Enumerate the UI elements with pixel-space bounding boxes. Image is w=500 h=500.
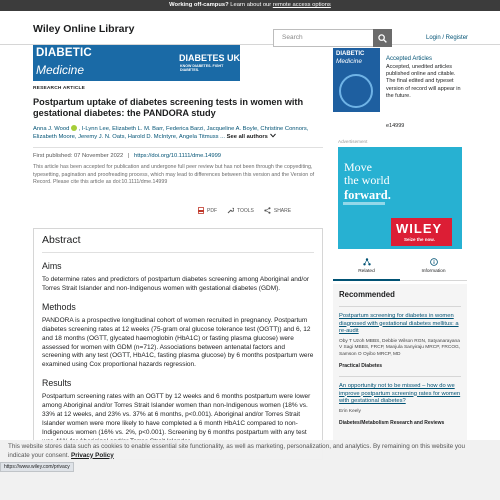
share-button[interactable] — [264, 207, 291, 214]
doi-link[interactable]: https://doi.org/10.1111/dme.14999 — [134, 153, 222, 159]
cookie-banner — [0, 440, 500, 500]
methods-text: PANDORA is a prospective longitudinal cohort of women recruited in pregnancy. Postpartum diabetes screening rates at 12 weeks (75-gram oral glucose tolerance test (OGTT)) and 6, 12 and 18 months (OGTT, glycated haemoglobin (HbA1C) or fasting plasma glucose) were assessed for women with GDM (n=712). Associations between antenatal factors and screening with any test (OGTT, HbA1C, fasting plasma glucose) by 6 months postpartum were examined using Cox proportional hazards regression. — [42, 316, 314, 369]
site-header — [0, 11, 500, 45]
wrench-icon — [227, 207, 234, 214]
pdf-icon — [198, 207, 204, 214]
orcid-icon[interactable] — [71, 125, 77, 131]
tab-related[interactable] — [333, 258, 400, 281]
advert-the-world: the world — [344, 173, 390, 187]
recommended-article-link[interactable]: An opportunity not to be missed – how do we improve postpartum screening rates for women with gestational diabetes? — [339, 383, 461, 404]
journal-banner[interactable] — [33, 45, 240, 81]
off-campus-label: Working off-campus? — [169, 2, 229, 8]
article-number: e14999 — [386, 123, 405, 129]
first-published-date: 07 November 2022 — [73, 153, 124, 159]
advert-move: Move — [344, 160, 372, 174]
see-all-authors-button[interactable]: See all authors — [226, 134, 268, 140]
recommended-article-link[interactable]: Postpartum screening for diabetes in women diagnosed with gestational diabetes mellitus: a re-audit — [339, 313, 459, 334]
results-text: Postpartum screening rates with an OGTT by 12 weeks and 6 months postpartum were lower among Aboriginal and/or Torres Strait Islander women than non-Indigenous women (18% vs. 33% at 12 weeks, and 23% vs. 37% at 6 months, p<0.001). Aboriginal and/or Torres Strait Islander women were more likely to have completed a 6 month HbA1C compared to non-Indigenous women (16% vs. 2%, p<0.001). Screening by 6 months postpartum with any test — [42, 393, 311, 436]
article-type: RESEARCH ARTICLE — [33, 86, 86, 91]
author-list — [33, 125, 323, 141]
chevron-down-icon — [270, 133, 276, 138]
tab-related-label: Related — [358, 269, 375, 274]
advertisement-label: Advertisement — [338, 139, 368, 144]
tab-information[interactable] — [400, 258, 467, 274]
share-label: SHARE — [273, 207, 292, 214]
cookie-text — [8, 443, 488, 460]
aims-heading: Aims — [42, 261, 62, 271]
recommended-panel — [333, 284, 467, 464]
separator: | — [127, 153, 130, 159]
aims-text: To determine rates and predictors of postpartum diabetes screening among Aboriginal and/or Torres Strait Islander and non-Indigenous women with gestational diabetes (GDM). — [42, 276, 310, 292]
accepted-articles-link[interactable]: Accepted Articles — [386, 56, 433, 62]
network-icon — [363, 258, 371, 266]
advert-brand: WILEY — [396, 221, 443, 236]
results-heading: Results — [42, 378, 72, 389]
advert-cta: Seize the now. — [404, 237, 435, 242]
recommended-article-authors: Oby T Uzoh MBBS, Debbie Wilson RGN, Satyanarayana V Sagi MBBS, FRCP, Manjula Sanyiraju MRCP, FRCOG, Samson O Oyibo MRCP, MD — [339, 338, 461, 357]
author-first[interactable]: Anna J. Wood — [33, 126, 70, 132]
cover-title: DIABETIC — [336, 51, 365, 57]
publication-info — [33, 147, 323, 159]
info-icon — [430, 258, 438, 266]
advert-stripe — [343, 202, 385, 205]
banner-medicine: Medicine — [36, 63, 85, 77]
article-tools — [198, 207, 291, 214]
browser-status-url: https://www.wiley.com/privacy — [0, 462, 74, 472]
recommended-article-authors: Erin Keely — [339, 408, 361, 414]
tools-button[interactable] — [227, 207, 254, 214]
wiley-red-box — [391, 218, 452, 246]
list-item — [339, 306, 461, 369]
abstract-heading: Abstract — [42, 234, 314, 253]
banner-diabetic: DIABETIC — [36, 47, 92, 59]
banner-tagline: KNOW DIABETES. FIGHT DIABETES. — [180, 64, 224, 72]
recommended-article-journal[interactable]: Diabetes/Metabolism Research and Reviews — [339, 420, 445, 426]
advert-forward: forward. — [344, 188, 391, 202]
remote-access-bar — [0, 0, 500, 11]
author-rest[interactable]: , I-Lynn Lee, Elizabeth L. M. Barr, Federica Barzi, Jacqueline A. Boyle, Christine Connors, Elizabeth Moore, Jeremy J. N. Oats, Harold D. McIntyre, Angela Titmuss ... — [33, 126, 309, 140]
wiley-logo[interactable]: Wiley Online Library — [33, 23, 135, 35]
article-title: Postpartum uptake of diabetes screening tests in women with gestational diabetes: the PANDORA study — [33, 97, 304, 118]
list-item — [339, 376, 461, 426]
recommended-article-journal[interactable]: Practical Diabetes — [339, 363, 383, 369]
search-icon — [378, 34, 387, 43]
tab-information-label: Information — [421, 269, 446, 274]
privacy-policy-link[interactable]: Privacy Policy — [71, 451, 114, 459]
methods-heading: Methods — [42, 301, 76, 312]
abstract-section — [33, 228, 323, 460]
remote-access-link[interactable]: remote access options — [272, 2, 331, 8]
cover-graphic — [339, 74, 373, 108]
wiley-advertisement[interactable] — [338, 147, 462, 249]
share-icon — [264, 207, 271, 214]
recommended-heading: Recommended — [339, 290, 395, 299]
search-input[interactable]: Search — [273, 29, 392, 47]
cover-subtitle: Medicine — [336, 58, 363, 65]
tools-label: TOOLS — [237, 207, 254, 214]
journal-info — [333, 48, 463, 136]
pdf-button[interactable] — [198, 207, 217, 214]
remote-access-text: Learn about our — [230, 2, 272, 8]
cookie-message: This website stores data such as cookies to enable essential site functionality, as well as marketing, personalization, and analytics. By remaining on this website you indicate your consent. — [8, 443, 465, 459]
pdf-label: PDF — [207, 207, 217, 214]
first-published-label: First published: — [33, 153, 73, 159]
accepted-notice: This article has been accepted for publication and undergone full peer review but has not been through the copyediting, typesetting, pagination and proofreading process, which may lead to differences between this version and the Version of Record. Please cite this article as doi:10.1111/dme.14999 — [33, 164, 315, 185]
search-button[interactable] — [373, 29, 392, 47]
advert-line-1 — [344, 161, 390, 187]
journal-cover[interactable] — [333, 48, 380, 112]
article-header — [33, 45, 323, 187]
sidebar-tabs — [333, 254, 467, 281]
banner-brand: DIABETES UK — [179, 53, 240, 63]
login-register-link[interactable]: Login / Register — [426, 35, 469, 41]
accepted-articles-description: Accepted, unedited articles published online and citable. The final edited and typeset version of record will appear in the future. — [386, 64, 461, 99]
